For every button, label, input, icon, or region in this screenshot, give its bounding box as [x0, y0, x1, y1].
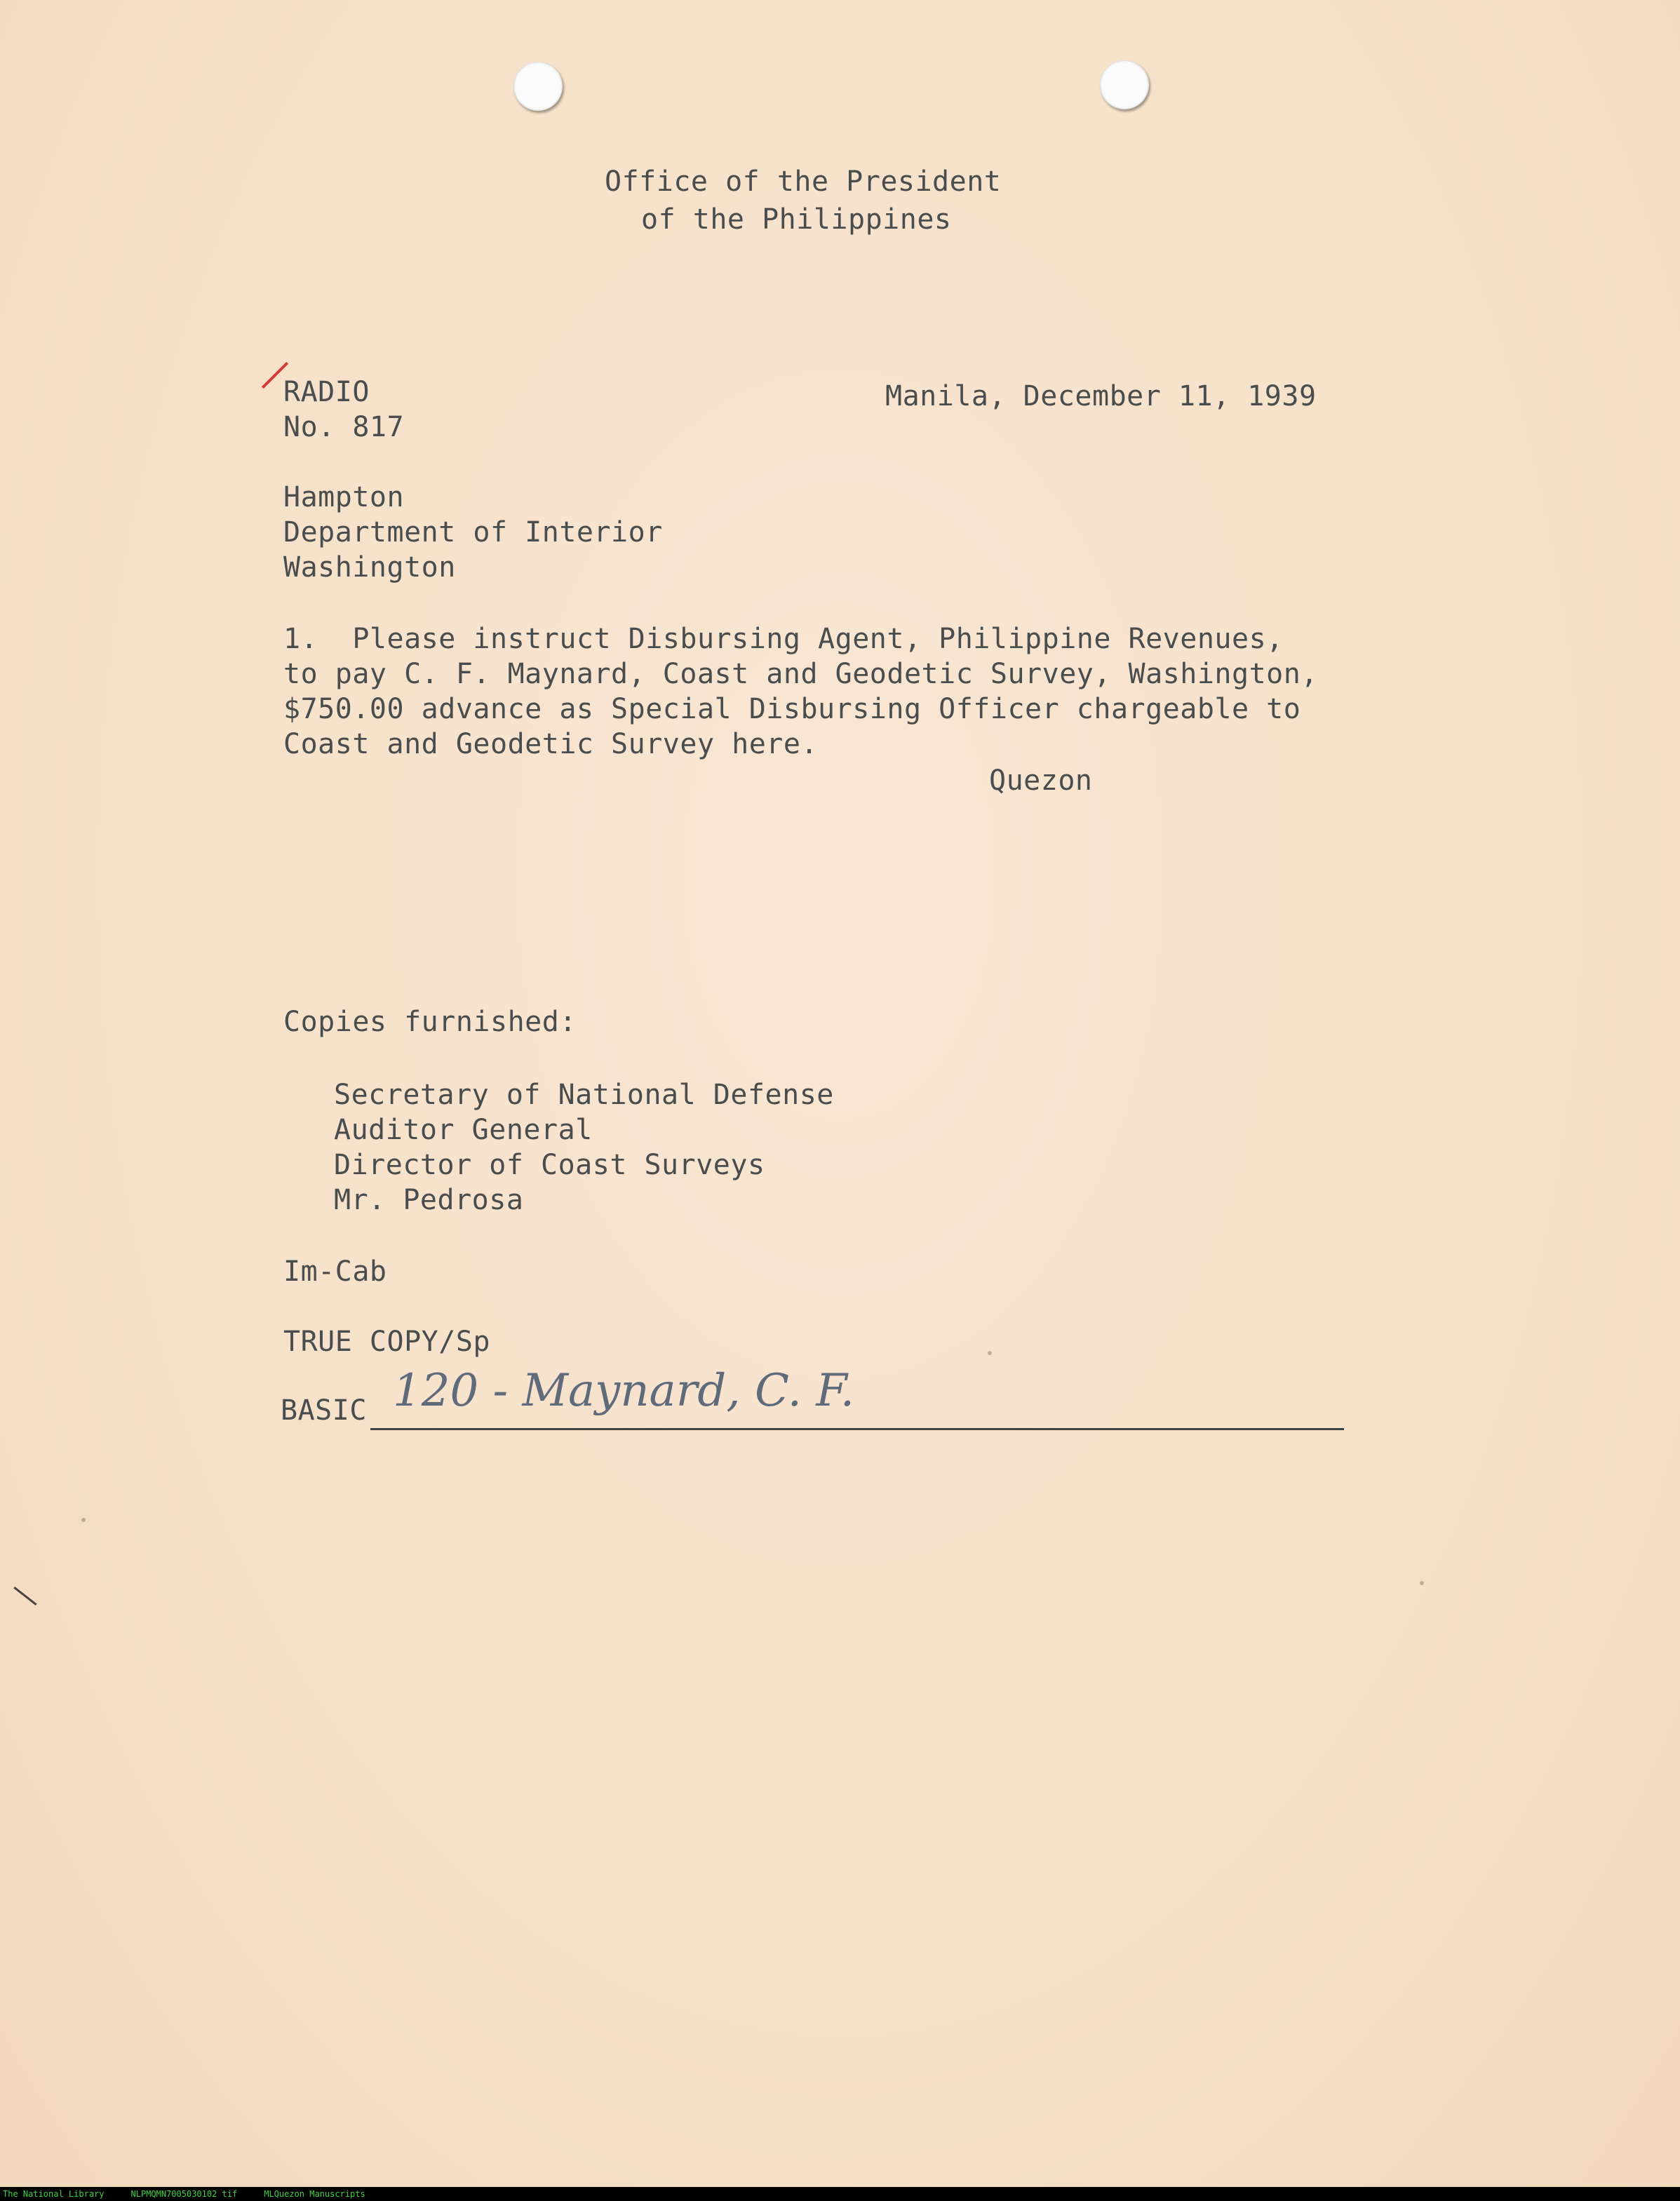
- header-line-2: of the Philippines: [641, 203, 952, 236]
- addressee-city: Washington: [283, 551, 456, 584]
- paper-speck: [988, 1351, 992, 1355]
- body-line-3: $750.00 advance as Special Disbursing Officer chargeable to: [283, 693, 1301, 725]
- copies-item: Secretary of National Defense: [334, 1079, 834, 1111]
- initials: Im-Cab: [283, 1256, 387, 1288]
- basic-underline: [370, 1428, 1344, 1430]
- margin-mark: [13, 1587, 36, 1606]
- body-line-2: to pay C. F. Maynard, Coast and Geodetic Survey, Washington,: [283, 658, 1318, 690]
- footer-library: The National Library: [3, 2189, 105, 2199]
- basic-handwritten-entry: 120 - Maynard, C. F.: [393, 1365, 855, 1417]
- signature: Quezon: [989, 765, 1093, 797]
- basic-label: BASIC: [281, 1394, 367, 1427]
- copies-item: Director of Coast Surveys: [334, 1149, 765, 1181]
- body-line-1: 1. Please instruct Disbursing Agent, Philippine Revenues,: [283, 623, 1284, 655]
- copies-label: Copies furnished:: [283, 1006, 577, 1038]
- addressee-name: Hampton: [283, 481, 405, 513]
- scan-footer: [0, 2187, 1680, 2201]
- copies-item: Mr. Pedrosa: [334, 1184, 524, 1216]
- true-copy: TRUE COPY/Sp: [283, 1326, 490, 1358]
- message-type: RADIO: [283, 376, 370, 408]
- footer-file: NLPMQMN7005030102 tif: [130, 2189, 238, 2199]
- punch-hole-left: [513, 62, 563, 111]
- punch-hole-right: [1100, 60, 1149, 109]
- paper-speck: [81, 1518, 86, 1522]
- addressee-department: Department of Interior: [283, 516, 663, 548]
- body-line-4: Coast and Geodetic Survey here.: [283, 728, 819, 760]
- paper-speck: [1420, 1581, 1424, 1585]
- footer-collection: MLQuezon Manuscripts: [264, 2189, 365, 2199]
- message-number: No. 817: [283, 411, 405, 443]
- header-line-1: Office of the President: [605, 166, 1002, 198]
- copies-item: Auditor General: [334, 1114, 593, 1146]
- place-date: Manila, December 11, 1939: [885, 380, 1317, 412]
